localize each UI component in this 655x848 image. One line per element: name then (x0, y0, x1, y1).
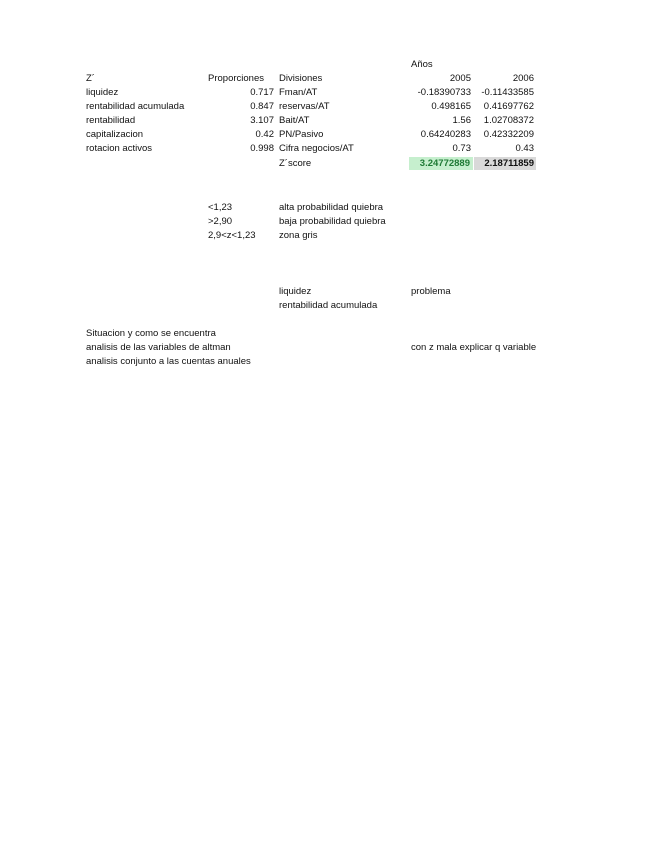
row-div: Fman/AT (279, 87, 318, 98)
row-v2006: -0.11433585 (481, 87, 534, 98)
row-div: reservas/AT (279, 101, 330, 112)
row-v2006: 0.42332209 (483, 129, 534, 140)
row-div: Cifra negocios/AT (279, 143, 354, 154)
row-prop: 3.107 (250, 115, 274, 126)
col-divisiones: Divisiones (279, 73, 323, 84)
bottom-note: analisis de las variables de altman (86, 342, 231, 353)
row-v2005: -0.18390733 (417, 87, 471, 98)
legend-text: baja probabilidad quiebra (279, 216, 386, 227)
row-name: rentabilidad acumulada (86, 101, 185, 112)
year-2005: 2005 (449, 73, 471, 84)
row-prop: 0.42 (255, 129, 274, 140)
row-div: PN/Pasivo (279, 129, 324, 140)
row-v2006: 1.02708372 (483, 115, 534, 126)
right-note: con z mala explicar q variable (411, 342, 537, 353)
row-v2006: 0.41697762 (483, 101, 534, 112)
row-v2006: 0.43 (515, 143, 534, 154)
row-prop: 0.847 (250, 101, 274, 112)
row-v2005: 0.498165 (431, 101, 471, 112)
row-div: Bait/AT (279, 115, 310, 126)
row-prop: 0.998 (250, 143, 274, 154)
problema-label: problema (411, 286, 451, 297)
legend-text: alta probabilidad quiebra (279, 202, 384, 213)
row-prop: 0.717 (250, 87, 274, 98)
note-item: rentabilidad acumulada (279, 300, 378, 311)
zscore-2005-cell (409, 157, 473, 170)
legend-range: >2,90 (208, 216, 233, 227)
row-v2005: 1.56 (452, 115, 471, 126)
row-name: rotacion activos (86, 143, 153, 154)
year-2006: 2006 (512, 73, 534, 84)
row-v2005: 0.73 (452, 143, 471, 154)
z-label: Z´ (86, 73, 95, 84)
row-v2005: 0.64240283 (420, 129, 471, 140)
note-item: liquidez (279, 286, 312, 297)
legend-text: zona gris (279, 230, 318, 241)
zscore-2006: 2.18711859 (484, 158, 534, 169)
row-name: liquidez (86, 87, 119, 98)
zscore-label: Z´score (279, 158, 312, 169)
zscore-2006-cell (474, 157, 536, 170)
row-name: capitalizacion (86, 129, 144, 140)
anos-label: Años (411, 59, 433, 70)
bottom-note: analisis conjunto a las cuentas anuales (86, 356, 251, 367)
legend-range: <1,23 (208, 202, 233, 213)
legend-range: 2,9<z<1,23 (208, 230, 256, 241)
col-proporciones: Proporciones (208, 73, 264, 84)
bottom-note: Situacion y como se encuentra (86, 328, 216, 339)
zscore-2005: 3.24772889 (419, 158, 470, 169)
row-name: rentabilidad (86, 115, 136, 126)
